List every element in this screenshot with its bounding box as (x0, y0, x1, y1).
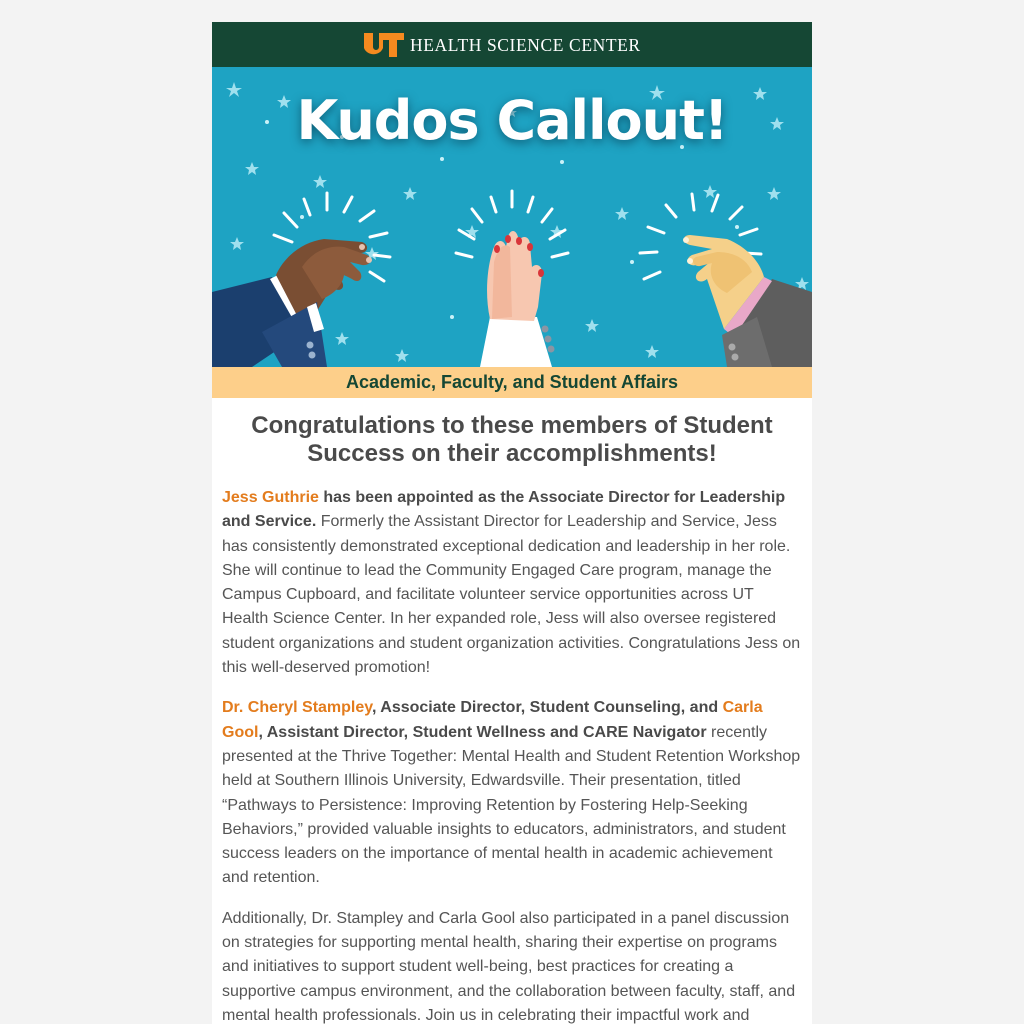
kudos-banner (212, 67, 812, 367)
newsletter-content (212, 398, 812, 1024)
ut-logo[interactable] (362, 30, 662, 60)
presentation-paragraph (222, 696, 802, 890)
email-body (212, 22, 812, 1024)
appointment-text: has been appointed as the Associate Director for Leadership and Service. (222, 489, 786, 531)
jess-guthrie-link[interactable]: Jess Guthrie (222, 489, 319, 506)
header-bar (212, 22, 812, 67)
panel-discussion-paragraph: Additionally, Dr. Stampley and Carla Gool also participated in a panel discussion on strategies for supporting mental health, sharing their expertise on programs and initiatives to support student well-being, best practices for creating a supportive campus environment, and the collaboration between faculty, staff, and mental health professionals. Join us in celebrating their impactful work and (222, 909, 796, 1024)
jess-guthrie-paragraph (222, 486, 802, 680)
cheryl-stampley-link[interactable]: Dr. Cheryl Stampley (222, 699, 372, 717)
headline: Congratulations to these members of Student Success on their accomplishments! (251, 412, 773, 467)
stampley-title-text: , Associate Director, Student Counseling, and (371, 699, 723, 717)
paragraph-text: Formerly the Assistant Director for Leadership and Service, Jess has consistently demonstrated exceptional dedication and leadership in her role. She will continue to lead the Community Engaged Care program, manage the Campus Cupboard, and facilitate volunteer service opportunities across UT Health Science Center. In her expanded role, Jess will also oversee registered student organizations and student organization activities. Congratulations Jess on this well-deserved promotion! (222, 513, 801, 677)
carla-gool-link[interactable]: Carla Gool (222, 699, 763, 741)
gool-title-text: , Assistant Director, Student Wellness and CARE Navigator (258, 723, 707, 741)
department-bar: Academic, Faculty, and Student Affairs (212, 367, 812, 398)
ut-logo-mark-icon (364, 33, 404, 57)
banner-title: Kudos Callout! (296, 89, 728, 152)
logo-text: HEALTH SCIENCE CENTER (410, 34, 641, 55)
paragraph-text: recently presented at the Thrive Together: Mental Health and Student Retention Workshop held at Southern Illinois University, Edwardsville. Their presentation, titled “Pathways to Persistence: Improving Retention by Fostering Help-Seeking Behaviors,” provided valuable insights to educators, administrators, and student success leaders on the importance of mental health in academic achievement and retention. (222, 723, 801, 887)
